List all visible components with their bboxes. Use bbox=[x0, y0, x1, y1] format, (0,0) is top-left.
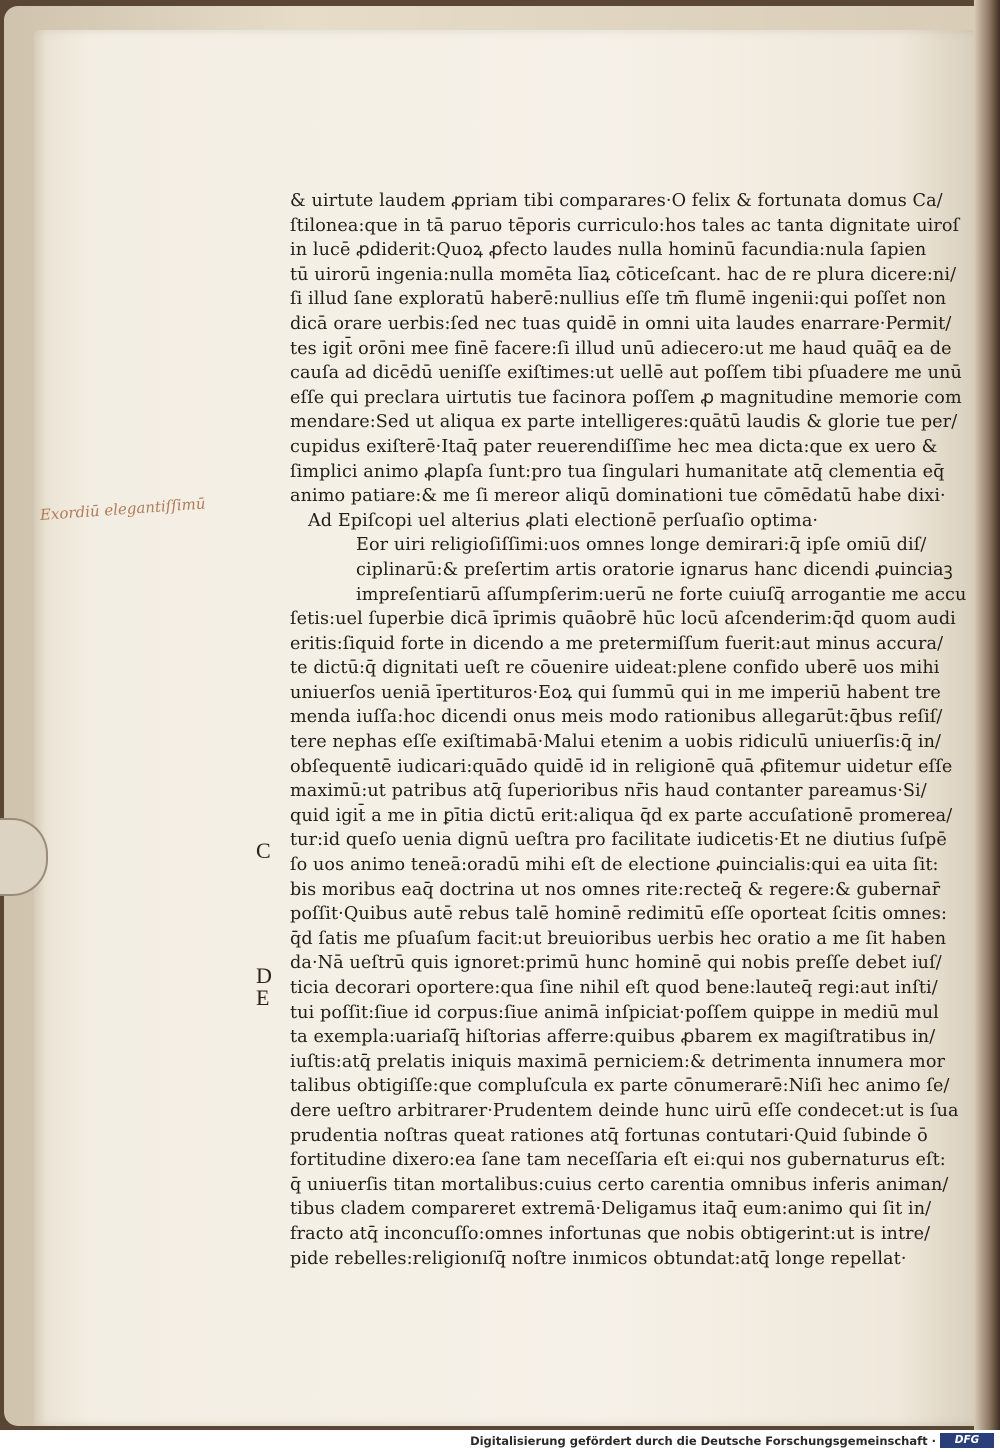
dfg-logo: DFG bbox=[940, 1433, 994, 1448]
text-line: bis moribus eaq̄ doctrina ut nos omnes rite:recteq̄ & regere:& gubernar̄ bbox=[290, 879, 941, 900]
text-line: dere ueſtro arbitrarer·Prudentem deinde hunc uirū eſſe condecet:ut is ſua bbox=[290, 1100, 959, 1121]
section-heading: Ad Epiſcopi uel alterius ꝓlati electionē perſuaſio optima· bbox=[308, 510, 819, 531]
text-line: ſo uos animo teneā:oradū mihi eſt de electione ꝓuincialis:qui ea uita ſit: bbox=[290, 855, 939, 876]
text-line: tere nephas eſſe exiſtimabā·Malui etenim a uobis ridiculū uniuerſis:q̄ in/ bbox=[290, 732, 942, 753]
text-line: ciplinarū:& preſertim artis oratorie ignarus hanc dicendi ꝓuinciaꝫ bbox=[356, 559, 953, 580]
paragraph-conclusion bbox=[290, 189, 962, 509]
text-line: tur:id queſo uenia dignū ueſtra pro facilitate iudicetis·Et ne diutius ſuſpē bbox=[290, 830, 947, 851]
text-line: fracto atq̄ inconcuſſo:omnes infortunas que nobis obtigerint:ut is intre/ bbox=[290, 1223, 931, 1244]
text-line: ſtilonea:que in tā paruo tēporis curriculo:hos tales ac tanta dignitate uiroſ bbox=[290, 215, 960, 236]
text-line: da·Nā ueſtrū quis ignoret:primū hunc hominē qui nobis preſſe debet iuſ/ bbox=[290, 953, 942, 974]
margin-marker-c: C bbox=[256, 838, 271, 863]
text-line: mendare:Sed ut aliqua ex parte intelligeres:quātū laudis & glorie tue per/ bbox=[290, 412, 958, 433]
text-line: obſequentē iudicari:quādo quidē id in religionē quā ꝓfitemur uidetur eſſe bbox=[290, 756, 953, 777]
text-line: impreſentiarū aſſumpſerim:uerū ne forte cuiuſq̄ arrogantie me accu bbox=[356, 584, 967, 605]
text-line: q̄d ſatis me pſuaſum facit:ut breuioribus uerbis hec oratio a me ſit haben bbox=[290, 928, 947, 949]
text-line: uniuerſos ueniā īpertituros·Eoꝝ qui ſummū qui in me imperiū habent tre bbox=[290, 682, 941, 703]
text-line: ſi illud ſane exploratū haberē:nullius eſſe tm̄ flumē ingenii:qui poſſet non bbox=[290, 289, 947, 310]
book-spine-edge bbox=[974, 0, 1000, 1430]
paragraph-oration bbox=[290, 533, 967, 1271]
text-line: prudentia noſtras queat rationes atq̄ fortunas contutari·Quid ſubinde ō bbox=[290, 1125, 928, 1146]
margin-annotation: Exordiū elegantiſſimū bbox=[39, 494, 207, 524]
text-line: cauſa ad dicēdū ueniſſe exiſtimes:ut uellē aut poſſem tibi pſuadere me unū bbox=[290, 363, 962, 384]
main-text-block bbox=[290, 189, 967, 1271]
text-line: Eor uiri religioſiſſimi:uos omnes longe demirari:q̄ ipſe omiū diſ/ bbox=[356, 535, 927, 556]
text-line: ticia decorari oportere:qua ſine nihil eſt quod bene:lauteq̄ regi:aut inſti/ bbox=[290, 978, 938, 998]
margin-marker-d: D bbox=[256, 963, 272, 988]
text-line: ſetis:uel ſuperbie dicā īprimis quāobrē hūc locū aſcenderim:q̄d quom audi bbox=[290, 609, 956, 630]
margin-marker-e: E bbox=[256, 985, 270, 1010]
text-line: tui poſſit:ſiue id corpus:ſiue animā inſpiciat·poſſem quippe in mediū mul bbox=[290, 1002, 939, 1023]
text-line: q̄ uniuerſis titan mortalibus:cuius certo carentia omnibus inferis animan/ bbox=[290, 1174, 949, 1195]
text-line: ſimplici animo ꝓlapſa ſunt:pro tua ſingulari humanitate atq̄ clementia eq̄ bbox=[290, 461, 945, 482]
text-line: menda iuſſa:hoc dicendi onus meis modo rationibus allegarūt:q̄bus reſiſ/ bbox=[290, 707, 943, 728]
text-line: maximū:ut patribus atq̄ ſuperioribus nr̄is haud contanter pareamus·Si/ bbox=[290, 781, 927, 802]
text-line: tibus cladem compareret extremā·Deligamus itaq̄ eum:animo qui ſit in/ bbox=[290, 1199, 932, 1220]
text-line: animo patiare:& me ſi mereor aliqū dominationi tue cōmēdatū habe dixi· bbox=[290, 486, 946, 507]
text-line: ta exempla:uariaſq̄ hiſtorias afferre:quibus ꝓbarem ex magiſtratibus in/ bbox=[290, 1027, 936, 1048]
text-line: dicā orare uerbis:ſed nec tuas quidē in omni uita laudes enarrare·Permit/ bbox=[290, 313, 952, 334]
text-line: poſſit·Quibus autē rebus talē hominē redimitū eſſe oporteat ſcitis omnes: bbox=[290, 904, 947, 925]
text-line: fortitudine dixero:ea ſane tam neceſſaria eſt ei:qui nos gubernaturus eſt: bbox=[290, 1150, 946, 1171]
text-line: & uirtute laudem ꝓpriam tibi comparares·O felix & fortunata domus Ca/ bbox=[290, 191, 943, 211]
text-line: quid igit̄ a me in ꝑītia dictū erit:aliqua q̄d ex parte accuſationē promerea/ bbox=[290, 805, 953, 826]
footer-credit: Digitalisierung gefördert durch die Deutsche Forschungsgemeinschaft · bbox=[470, 1434, 936, 1448]
text-line: tū uirorū ingenia:nulla momēta līaꝝ cōticeſcant. hac de re plura dicere:ni/ bbox=[290, 264, 957, 285]
text-line: te dictū:q̄ dignitati ueſt re cōuenire uideat:plene confido uberē uos mihi bbox=[290, 658, 940, 679]
text-line: talibus obtigiſſe:que compluſcula ex parte cōnumerarē:Niſi hec animo ſe/ bbox=[290, 1076, 950, 1097]
text-line: iuſtis:atq̄ prelatis iniquis maximā perniciem:& detrimenta innumera mor bbox=[290, 1051, 946, 1072]
text-line: pide rebelles:religionıſq̄ noſtre inımicos obtundat:atq̄ longe repellat· bbox=[290, 1248, 907, 1269]
text-line: tes igit̄ orōni mee finē facere:ſi illud unū adiecero:ut me haud quāq̄ ea de bbox=[290, 338, 952, 359]
text-line: in lucē ꝓdiderit:Quoꝝ ꝓfecto laudes nulla hominū facundia:nula ſapien bbox=[290, 240, 927, 261]
text-line: cupidus exiſterē·Itaq̄ pater reuerendiſſime hec mea dicta:que ex uero & bbox=[290, 436, 938, 457]
text-line: eſſe qui preclara uirtutis tue facinora poſſem ꝓ magnitudine memorie com bbox=[290, 387, 962, 408]
text-line: eritis:ſiquid forte in dicendo a me pretermiſſum fuerit:aut minus accura/ bbox=[290, 633, 944, 654]
